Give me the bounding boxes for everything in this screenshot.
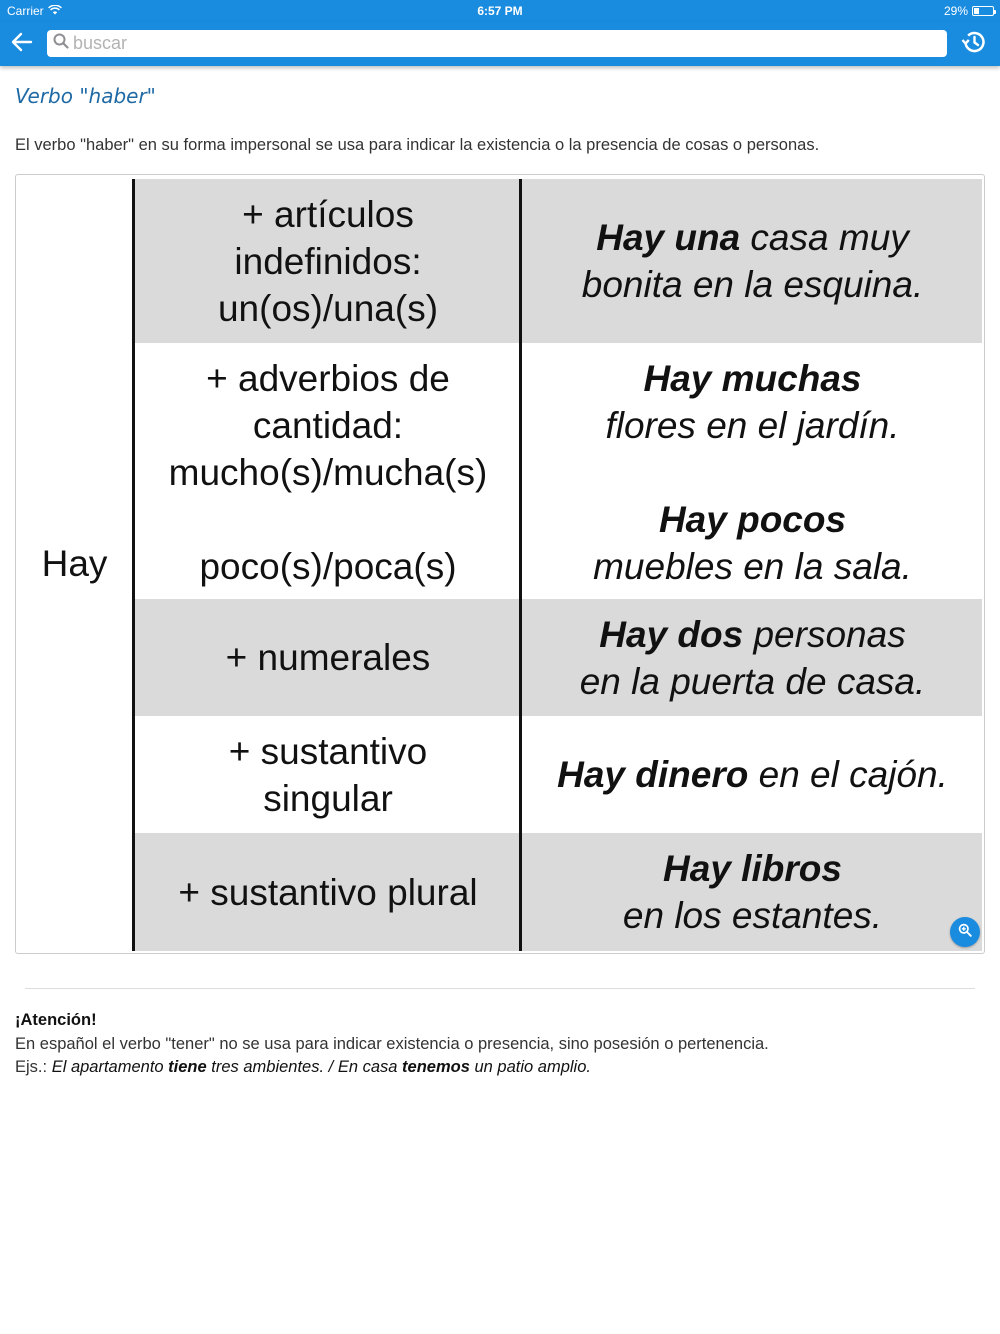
rule-line: + numerales	[225, 637, 431, 678]
search-bar[interactable]	[47, 30, 947, 57]
zoom-in-icon	[958, 923, 972, 942]
example-text: bonita en la esquina.	[581, 264, 924, 305]
table-row	[135, 716, 982, 833]
nav-bar	[0, 22, 1000, 66]
table-row	[135, 833, 982, 951]
example-cell	[523, 716, 982, 833]
table-row	[135, 179, 982, 343]
example-bold: Hay una	[596, 217, 741, 258]
search-icon	[53, 33, 69, 54]
zoom-button[interactable]	[950, 917, 980, 947]
back-arrow-icon	[11, 32, 33, 57]
rule-line: mucho(s)/mucha(s)	[168, 452, 488, 493]
example-text: flores en el jardín.	[605, 405, 900, 446]
example-text: personas	[743, 613, 906, 655]
rule-line: + adverbios de	[206, 358, 450, 399]
example-cell	[523, 833, 982, 951]
example-text: muebles en la sala.	[593, 546, 912, 587]
examples-prefix: Ejs.:	[15, 1058, 52, 1076]
rule-cell	[135, 179, 521, 343]
example-bold: Hay dos	[599, 613, 744, 655]
history-button[interactable]	[958, 28, 990, 60]
table-subject: Hay	[41, 543, 108, 584]
table-row	[135, 343, 982, 599]
battery-percent: 29%	[943, 4, 968, 18]
attention-examples	[15, 1058, 591, 1077]
battery-fill	[974, 8, 979, 14]
rule-line: indefinidos:	[234, 240, 422, 282]
grammar-table-grid	[16, 175, 984, 953]
intro-text: El verbo "haber" en su forma impersonal se usa para indicar la existencia o la presencia de cosas o personas.	[15, 136, 820, 154]
rule-line: + sustantivo	[228, 730, 428, 772]
status-bar	[0, 0, 1000, 22]
carrier-label: Carrier	[7, 4, 44, 18]
example-text: El apartamento	[51, 1058, 169, 1076]
table-divider-line	[132, 179, 135, 951]
rule-line: cantidad:	[252, 405, 404, 446]
attention-text: En español el verbo "tener" no se usa para indicar existencia o presencia, sino posesión o pertenencia.	[15, 1035, 769, 1053]
rule-line: + artículos	[242, 193, 414, 235]
page-title: Verbo "haber"	[15, 84, 156, 108]
rule-line: + sustantivo plural	[178, 871, 478, 913]
table-divider-line	[519, 179, 522, 951]
example-bold: tenemos	[402, 1058, 470, 1076]
section-divider	[25, 988, 975, 989]
example-text: casa muy	[740, 217, 909, 258]
example-cell	[523, 179, 982, 343]
example-text: un patio amplio.	[469, 1058, 591, 1076]
grammar-table	[15, 174, 985, 954]
rule-line: singular	[263, 777, 393, 819]
example-bold: Hay libros	[663, 848, 842, 889]
rule-cell	[135, 343, 521, 599]
battery-icon	[972, 6, 994, 16]
example-bold: Hay muchas	[643, 358, 862, 399]
example-bold: tiene	[168, 1058, 207, 1076]
example-text: en el cajón.	[748, 754, 948, 795]
clock: 6:57 PM	[477, 4, 523, 18]
example-bold: Hay pocos	[658, 499, 847, 540]
rule-cell	[135, 599, 521, 716]
example-cell	[523, 599, 982, 716]
table-row	[135, 599, 982, 716]
example-cell	[523, 343, 982, 599]
rule-line: un(os)/una(s)	[217, 287, 439, 329]
example-text: tres ambientes. / En casa	[206, 1058, 403, 1076]
rule-line: poco(s)/poca(s)	[199, 546, 457, 587]
history-icon	[960, 28, 988, 61]
example-text: en los estantes.	[622, 895, 883, 936]
search-input[interactable]	[73, 33, 933, 54]
back-button[interactable]	[8, 30, 36, 58]
example-bold: Hay dinero	[557, 754, 749, 795]
rule-cell	[135, 716, 521, 833]
attention-heading: ¡Atención!	[15, 1011, 97, 1029]
rule-cell	[135, 833, 521, 951]
battery-status	[944, 4, 994, 18]
example-text: en la puerta de casa.	[579, 660, 926, 702]
